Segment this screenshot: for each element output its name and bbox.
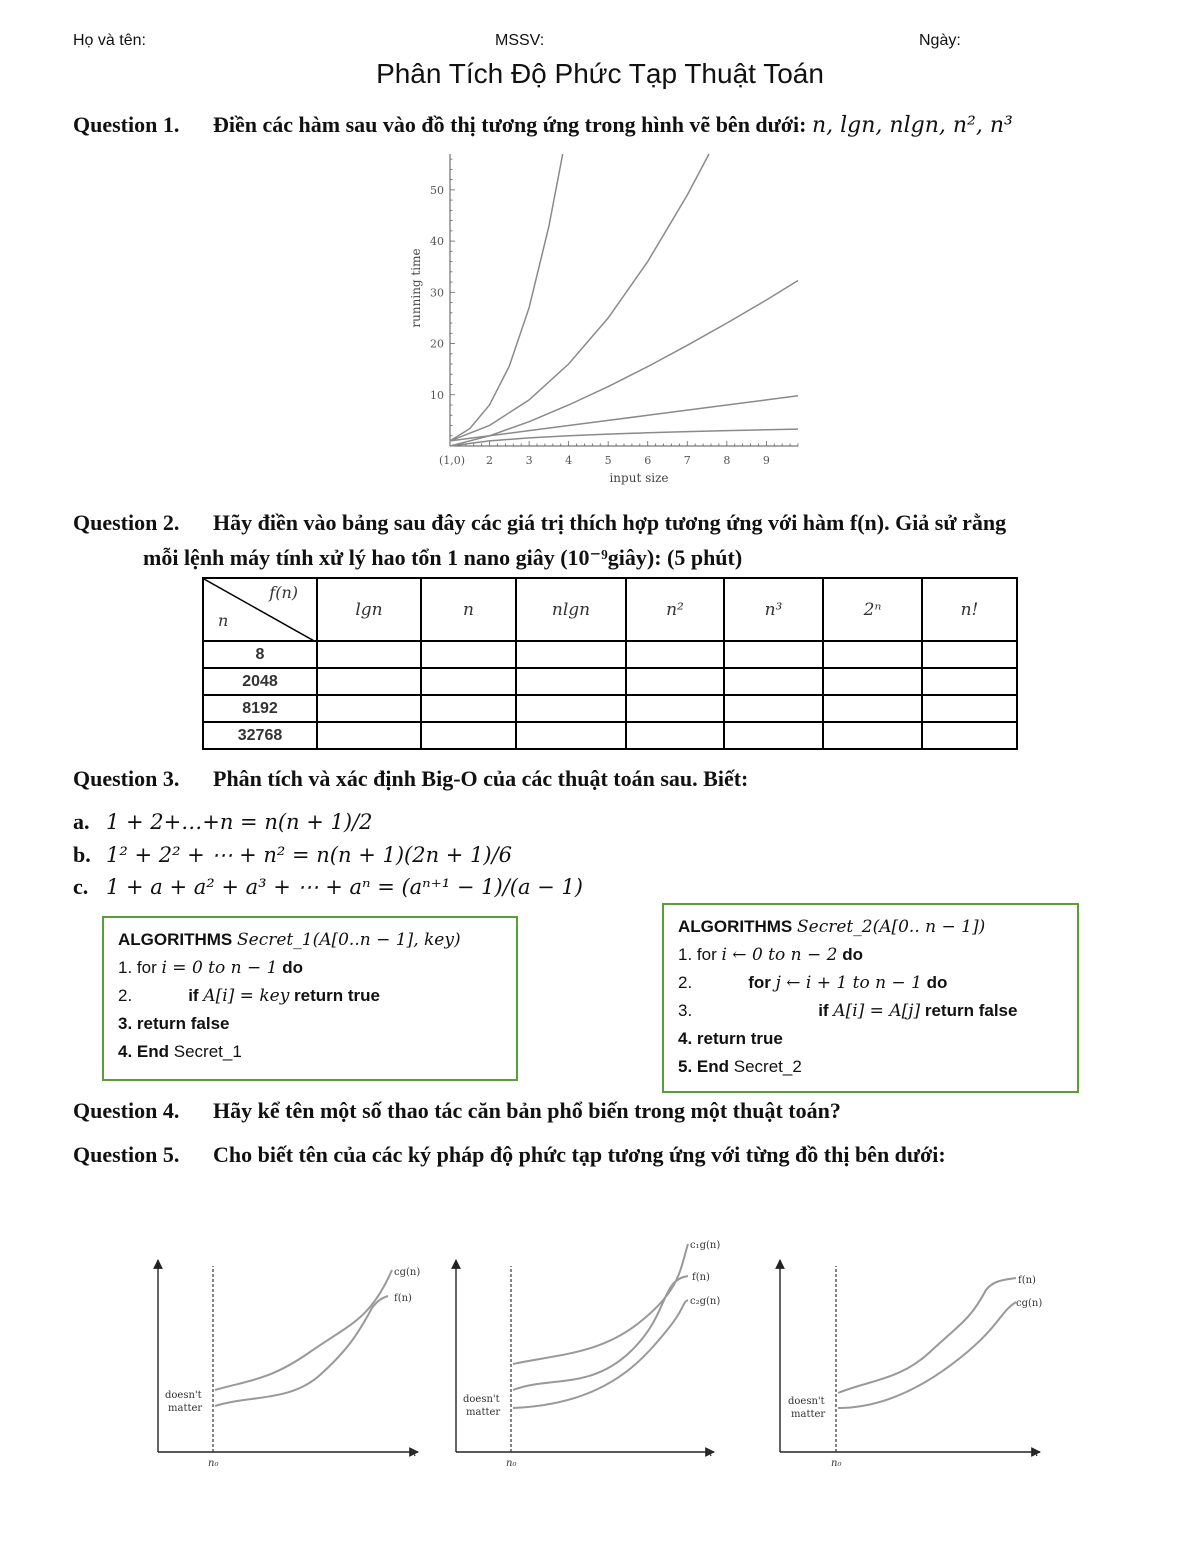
y-tick-label: 10 bbox=[430, 388, 444, 402]
table-row bbox=[203, 722, 1017, 749]
question-1-number: Question 1. bbox=[73, 112, 180, 137]
formula-b-text: 1² + 2² + ⋯ + n² = n(n + 1)(2n + 1)/6 bbox=[106, 843, 513, 867]
x-tick-label: 4 bbox=[565, 454, 573, 467]
answer-cell[interactable] bbox=[317, 668, 421, 695]
algo2-l4: 4. return true bbox=[678, 1029, 783, 1048]
row-n-value: 8192 bbox=[203, 695, 317, 722]
question-2-number: Question 2. bbox=[73, 510, 180, 535]
formula-c-label: c. bbox=[73, 874, 89, 899]
table-row bbox=[203, 641, 1017, 668]
big-omega-graph bbox=[780, 1260, 1042, 1469]
g2-matter: matter bbox=[466, 1407, 501, 1418]
g1-matter: matter bbox=[168, 1403, 203, 1414]
answer-cell[interactable] bbox=[922, 695, 1017, 722]
algo2-l3-expr: A[i] = A[j] bbox=[833, 1001, 921, 1021]
algo1-l2-ret: return true bbox=[289, 986, 380, 1005]
answer-cell[interactable] bbox=[823, 641, 922, 668]
answer-cell[interactable] bbox=[823, 668, 922, 695]
g2-f-curve bbox=[513, 1276, 688, 1390]
question-4-number: Question 4. bbox=[73, 1098, 180, 1123]
algo2-l3-kw: if bbox=[818, 1001, 834, 1020]
algo2-l1-num: 1. for bbox=[678, 945, 722, 964]
algo1-l1-num: 1. for bbox=[118, 958, 162, 977]
question-3-number: Question 3. bbox=[73, 766, 180, 791]
question-3-text: Phân tích và xác định Big-O của các thuật toán sau. Biết: bbox=[213, 766, 749, 791]
answer-cell[interactable] bbox=[922, 641, 1017, 668]
y-tick-label: 30 bbox=[430, 286, 444, 300]
x-axis-label: input size bbox=[609, 471, 669, 485]
answer-cell[interactable] bbox=[317, 722, 421, 749]
g3-label-f: f(n) bbox=[1018, 1275, 1036, 1286]
g2-label-c2g: c₂g(n) bbox=[690, 1296, 721, 1307]
x-tick-label: 8 bbox=[723, 454, 731, 467]
answer-cell[interactable] bbox=[421, 722, 516, 749]
answer-cell[interactable] bbox=[626, 668, 724, 695]
big-theta-graph bbox=[456, 1240, 720, 1469]
formula-a bbox=[73, 809, 373, 835]
question-2-text-cont: mỗi lệnh máy tính xử lý hao tổn 1 nano giây (10⁻⁹giây): (5 phút) bbox=[143, 545, 743, 570]
y-tick-label: 50 bbox=[430, 183, 444, 197]
series-n3 bbox=[450, 154, 563, 441]
question-1 bbox=[73, 112, 1013, 138]
algo1-l2-num: 2. bbox=[118, 986, 133, 1005]
algo1-l1-kw: do bbox=[277, 958, 303, 977]
y-tick-label: 20 bbox=[430, 337, 444, 351]
y-axis-label: running time bbox=[409, 248, 423, 328]
answer-cell[interactable] bbox=[516, 722, 626, 749]
algo2-sig: Secret_2(A[0.. n − 1]) bbox=[797, 917, 986, 937]
g3-doesnt: doesn't bbox=[788, 1396, 825, 1407]
algo2-l3-num: 3. bbox=[678, 1001, 693, 1020]
answer-cell[interactable] bbox=[823, 722, 922, 749]
answer-cell[interactable] bbox=[724, 641, 823, 668]
answer-cell[interactable] bbox=[626, 722, 724, 749]
formula-c bbox=[73, 874, 583, 900]
answer-cell[interactable] bbox=[317, 641, 421, 668]
table-row bbox=[203, 695, 1017, 722]
row-n-value: 2048 bbox=[203, 668, 317, 695]
algo1-line-4 bbox=[118, 1038, 502, 1066]
table-corner-cell bbox=[203, 578, 317, 641]
col-header-lgn: lgn bbox=[317, 578, 421, 641]
notation-graphs bbox=[140, 1230, 1060, 1480]
formula-a-label: a. bbox=[73, 809, 90, 834]
question-5 bbox=[73, 1142, 946, 1168]
algo1-line-2 bbox=[118, 982, 502, 1010]
algo2-l2-expr: j ← i + 1 to n − 1 bbox=[775, 973, 922, 993]
answer-cell[interactable] bbox=[922, 722, 1017, 749]
col-header-n3: n³ bbox=[724, 578, 823, 641]
question-1-text: Điền các hàm sau vào đồ thị tương ứng trong hình vẽ bên dưới: bbox=[213, 112, 807, 137]
g3-matter: matter bbox=[791, 1409, 826, 1420]
algo2-l3-ret: return false bbox=[920, 1001, 1018, 1020]
algo2-signature bbox=[678, 913, 1063, 941]
question-2 bbox=[73, 510, 1006, 536]
question-3 bbox=[73, 766, 748, 792]
g1-doesnt: doesn't bbox=[165, 1390, 202, 1401]
student-id-label: MSSV: bbox=[495, 32, 545, 49]
answer-cell[interactable] bbox=[922, 668, 1017, 695]
algo1-l4-kw: 4. End bbox=[118, 1042, 170, 1061]
algo2-l1-kw: do bbox=[837, 945, 863, 964]
g3-n0-label: n₀ bbox=[831, 1458, 842, 1469]
g1-label-cg: cg(n) bbox=[394, 1267, 421, 1278]
answer-cell[interactable] bbox=[724, 668, 823, 695]
big-o-graph bbox=[158, 1260, 420, 1469]
g1-f-curve bbox=[215, 1296, 388, 1406]
date-label: Ngày: bbox=[919, 32, 961, 49]
g3-n-label: n bbox=[1032, 1448, 1039, 1459]
table-row bbox=[203, 668, 1017, 695]
answer-cell[interactable] bbox=[823, 695, 922, 722]
algo1-line-1 bbox=[118, 954, 502, 982]
g2-n0-label: n₀ bbox=[506, 1458, 517, 1469]
answer-cell[interactable] bbox=[724, 695, 823, 722]
answer-cell[interactable] bbox=[626, 695, 724, 722]
algo1-l3: 3. return false bbox=[118, 1014, 230, 1033]
algo2-l5-name: Secret_2 bbox=[729, 1057, 802, 1076]
col-header-n2: n² bbox=[626, 578, 724, 641]
algo2-l1-expr: i ← 0 to n − 2 bbox=[721, 945, 838, 965]
corner-label-fn: f(n) bbox=[269, 583, 298, 602]
row-n-value: 32768 bbox=[203, 722, 317, 749]
g3-label-cg: cg(n) bbox=[1016, 1298, 1043, 1309]
name-label: Họ và tên: bbox=[73, 32, 146, 49]
series-nlgn bbox=[450, 281, 798, 447]
formula-b bbox=[73, 842, 512, 868]
formula-b-label: b. bbox=[73, 842, 91, 867]
algo2-line-4 bbox=[678, 1025, 1063, 1053]
algo1-l4-name: Secret_1 bbox=[169, 1042, 242, 1061]
g2-n-label: n bbox=[706, 1448, 713, 1459]
g2-doesnt: doesn't bbox=[463, 1394, 500, 1405]
algorithm-secret-2 bbox=[662, 903, 1079, 1093]
answer-cell[interactable] bbox=[421, 668, 516, 695]
complexity-table bbox=[202, 577, 1018, 750]
g1-label-f: f(n) bbox=[394, 1293, 412, 1304]
question-4-text: Hãy kể tên một số thao tác căn bản phổ biến trong một thuật toán? bbox=[213, 1098, 841, 1123]
algo1-keyword: ALGORITHMS bbox=[118, 930, 233, 949]
x-tick-label: 3 bbox=[525, 454, 533, 467]
corner-label-n: n bbox=[218, 611, 229, 630]
algo2-l5-kw: 5. End bbox=[678, 1057, 730, 1076]
algo2-keyword: ALGORITHMS bbox=[678, 917, 793, 936]
algo2-l2-kw: for bbox=[748, 973, 776, 992]
g1-cg-curve bbox=[215, 1270, 392, 1390]
algo1-line-3 bbox=[118, 1010, 502, 1038]
table-header-row bbox=[203, 578, 1017, 641]
algo2-l2-do: do bbox=[921, 973, 948, 992]
formula-c-text: 1 + a + a² + a³ + ⋯ + aⁿ = (aⁿ⁺¹ − 1)/(a − 1) bbox=[106, 875, 583, 899]
algo1-l1-expr: i = 0 to n − 1 bbox=[161, 958, 278, 978]
algo1-l2-kw: if bbox=[188, 986, 204, 1005]
algo2-l2-num: 2. bbox=[678, 973, 693, 992]
g2-label-f: f(n) bbox=[692, 1272, 710, 1283]
answer-cell[interactable] bbox=[421, 695, 516, 722]
col-header-nlgn: nlgn bbox=[516, 578, 626, 641]
algo2-line-5 bbox=[678, 1053, 1063, 1081]
x-tick-label: 9 bbox=[762, 454, 770, 467]
algo1-l2-expr: A[i] = key bbox=[203, 986, 290, 1006]
answer-cell[interactable] bbox=[421, 641, 516, 668]
x-tick-label: 5 bbox=[604, 454, 612, 467]
answer-cell[interactable] bbox=[516, 695, 626, 722]
g2-label-c1g: c₁g(n) bbox=[690, 1240, 721, 1251]
x-tick-label: (1,0) bbox=[438, 454, 466, 467]
formula-a-text: 1 + 2+…+n = n(n + 1)/2 bbox=[106, 810, 373, 834]
answer-cell[interactable] bbox=[317, 695, 421, 722]
page-title: Phân Tích Độ Phức Tạp Thuật Toán bbox=[376, 58, 824, 89]
answer-cell[interactable] bbox=[724, 722, 823, 749]
algo2-line-1 bbox=[678, 941, 1063, 969]
x-tick-label: 7 bbox=[683, 454, 691, 467]
g2-c2g-curve bbox=[513, 1300, 688, 1408]
question-4 bbox=[73, 1098, 841, 1124]
algo2-line-3 bbox=[678, 997, 1063, 1025]
x-tick-label: 6 bbox=[644, 454, 652, 467]
col-header-n: n bbox=[421, 578, 516, 641]
question-1-functions: n, lgn, nlgn, n², n³ bbox=[811, 113, 1013, 138]
col-header-2n: 2ⁿ bbox=[823, 578, 922, 641]
answer-cell[interactable] bbox=[516, 668, 626, 695]
question-5-number: Question 5. bbox=[73, 1142, 180, 1167]
g1-n0-label: n₀ bbox=[208, 1458, 219, 1469]
algo1-sig: Secret_1(A[0..n − 1], key) bbox=[237, 930, 461, 950]
answer-cell[interactable] bbox=[626, 641, 724, 668]
series-n2 bbox=[450, 154, 709, 441]
row-n-value: 8 bbox=[203, 641, 317, 668]
question-5-text: Cho biết tên của các ký pháp độ phức tạp tương ứng với từng đồ thị bên dưới: bbox=[213, 1142, 946, 1167]
g1-n-label: n bbox=[410, 1448, 417, 1459]
question-2-text: Hãy điền vào bảng sau đây các giá trị thích hợp tương ứng với hàm f(n). Giả sử rằng bbox=[213, 510, 1007, 535]
running-time-chart bbox=[400, 148, 810, 490]
g3-f-curve bbox=[838, 1278, 1016, 1393]
y-tick-label: 40 bbox=[430, 235, 444, 249]
algorithm-secret-1 bbox=[102, 916, 518, 1081]
algo2-line-2 bbox=[678, 969, 1063, 997]
col-header-nfact: n! bbox=[922, 578, 1017, 641]
x-tick-label: 2 bbox=[486, 454, 494, 467]
answer-cell[interactable] bbox=[516, 641, 626, 668]
algo1-signature bbox=[118, 926, 502, 954]
